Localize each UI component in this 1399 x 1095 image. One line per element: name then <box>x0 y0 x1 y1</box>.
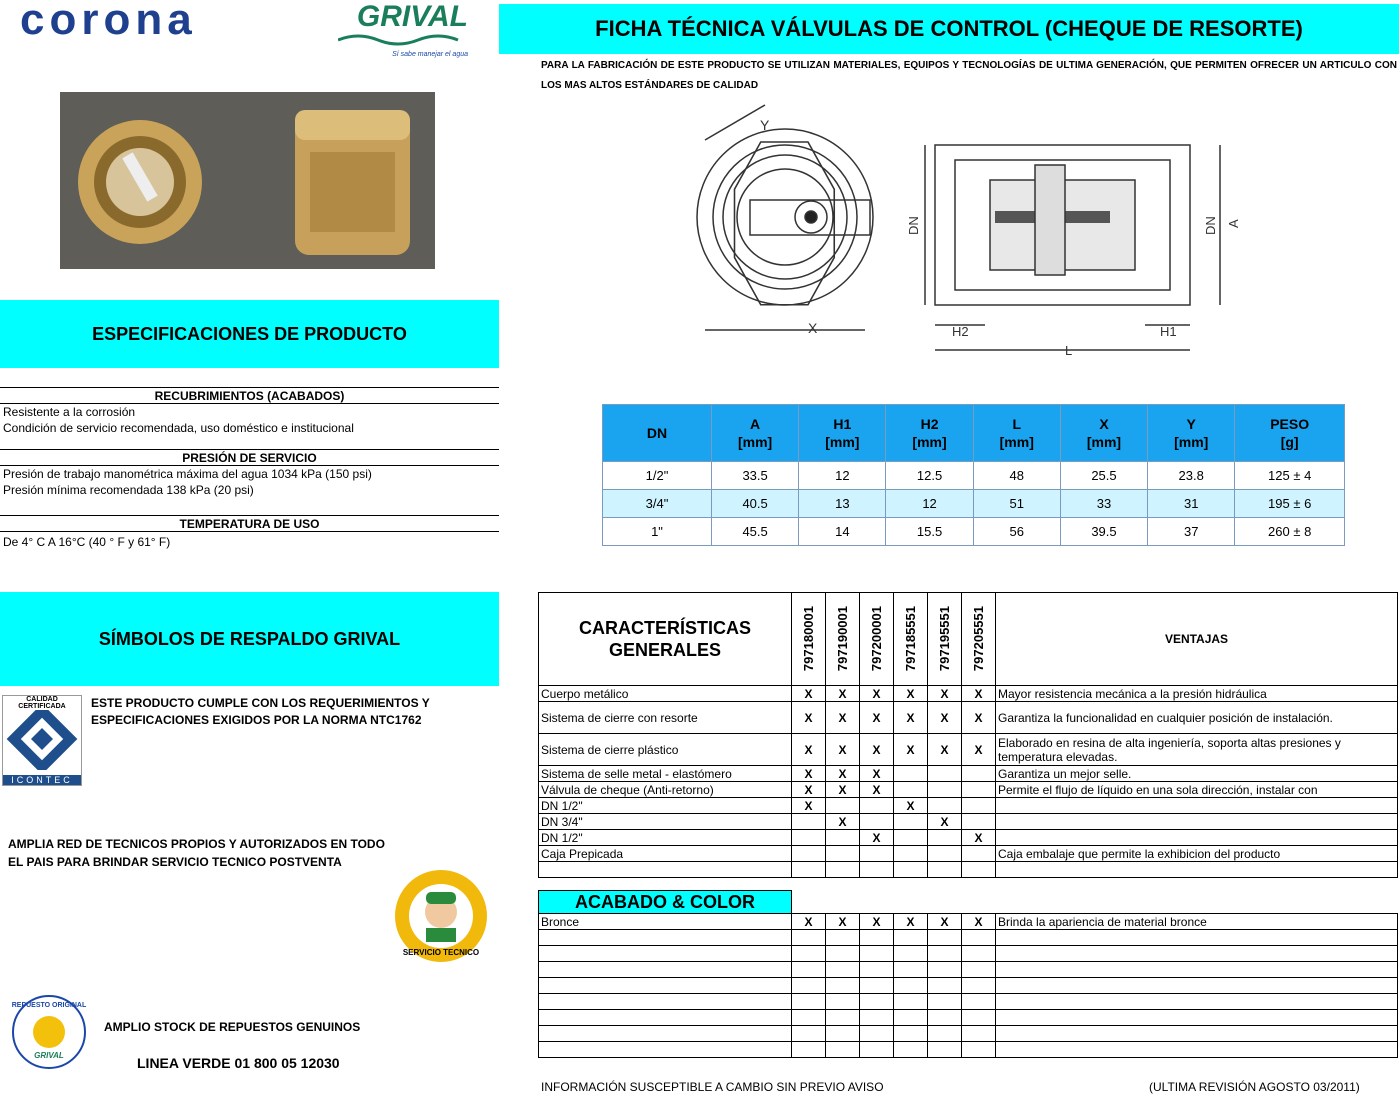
code-header <box>792 593 826 686</box>
table-row <box>539 962 1398 978</box>
row-mark <box>928 962 962 978</box>
table-row <box>539 702 1398 734</box>
page-title: FICHA TÉCNICA VÁLVULAS DE CONTROL (CHEQUE DE RESORTE) <box>499 4 1399 54</box>
table-cell: 3/4" <box>603 490 712 518</box>
row-mark: X <box>826 766 860 782</box>
row-mark <box>894 930 928 946</box>
code-header <box>928 593 962 686</box>
technical-drawing <box>690 100 1250 362</box>
row-mark <box>826 1042 860 1058</box>
row-mark: X <box>826 814 860 830</box>
table-cell: 12.5 <box>886 462 973 490</box>
red-tecnicos-text: AMPLIA RED DE TECNICOS PROPIOS Y AUTORIZADOS EN TODO EL PAIS PARA BRINDAR SERVICIO TECNICO POSTVENTA <box>8 837 385 869</box>
row-ventaja <box>996 946 1398 962</box>
caracteristicas-table <box>538 592 1398 1058</box>
row-mark: X <box>928 734 962 766</box>
dim-header-l: L [mm] <box>973 405 1060 462</box>
caracteristicas-title: CARACTERÍSTICAS GENERALES <box>539 593 792 686</box>
table-cell: 40.5 <box>712 490 799 518</box>
row-mark <box>826 946 860 962</box>
dimensions-header-row <box>603 405 1345 462</box>
row-mark: X <box>860 766 894 782</box>
row-ventaja <box>996 930 1398 946</box>
grival-logo-text: GRIVAL <box>356 0 468 33</box>
code-header <box>894 593 928 686</box>
stock-text: AMPLIO STOCK DE REPUESTOS GENUINOS <box>104 1020 361 1034</box>
table-cell: 260 ± 8 <box>1235 518 1345 546</box>
row-mark <box>928 862 962 878</box>
icontec-mark-icon <box>3 710 81 770</box>
repuesto-badge-text: REPUESTO ORIGINAL <box>11 1002 87 1009</box>
row-mark <box>928 930 962 946</box>
row-feature <box>539 1042 792 1058</box>
symbols-header: SÍMBOLOS DE RESPALDO GRIVAL <box>0 592 499 686</box>
norma-text: ESTE PRODUCTO CUMPLE CON LOS REQUERIMIENTOS Y ESPECIFICACIONES EXIGIDOS POR LA NORMA NTC1762 <box>91 696 430 727</box>
row-mark <box>928 766 962 782</box>
dim-label-l: L <box>1065 343 1073 358</box>
row-mark <box>792 994 826 1010</box>
row-mark <box>826 830 860 846</box>
row-mark <box>962 798 996 814</box>
row-feature <box>539 1026 792 1042</box>
repuesto-original-seal <box>8 993 90 1071</box>
table-cell: 33.5 <box>712 462 799 490</box>
row-mark <box>792 1042 826 1058</box>
table-row <box>539 734 1398 766</box>
row-mark <box>860 862 894 878</box>
row-mark: X <box>860 734 894 766</box>
row-mark <box>792 814 826 830</box>
row-mark <box>962 962 996 978</box>
dim-header-y: Y [mm] <box>1148 405 1235 462</box>
dim-label-dn-right: DN <box>1203 216 1218 235</box>
row-mark <box>860 962 894 978</box>
row-mark: X <box>792 914 826 930</box>
row-ventaja: Brinda la apariencia de material bronce <box>996 914 1398 930</box>
dim-label-h2: H2 <box>952 324 969 339</box>
row-ventaja <box>996 1042 1398 1058</box>
row-mark <box>928 994 962 1010</box>
row-mark <box>894 814 928 830</box>
table-row <box>539 686 1398 702</box>
presion-line-2: Presión mínima recomendada 138 kPa (20 psi) <box>3 483 254 497</box>
row-ventaja: Permite el flujo de líquido en una sola dirección, instalar con <box>996 782 1398 798</box>
row-feature <box>539 862 792 878</box>
row-mark: X <box>860 702 894 734</box>
table-cell: 45.5 <box>712 518 799 546</box>
row-mark <box>860 978 894 994</box>
corona-logo: corona <box>20 0 197 44</box>
table-row <box>539 1042 1398 1058</box>
row-mark <box>928 1026 962 1042</box>
row-mark: X <box>928 914 962 930</box>
table-row <box>539 914 1398 930</box>
row-mark <box>928 782 962 798</box>
row-mark: X <box>792 766 826 782</box>
row-mark: X <box>860 782 894 798</box>
row-mark <box>962 862 996 878</box>
row-mark: X <box>962 734 996 766</box>
row-mark <box>860 946 894 962</box>
row-ventaja <box>996 1010 1398 1026</box>
row-mark <box>860 1026 894 1042</box>
row-feature: Bronce <box>539 914 792 930</box>
row-mark: X <box>826 914 860 930</box>
temperatura-line-1: De 4° C A 16°C (40 ° F y 61° F) <box>3 535 171 549</box>
row-mark <box>962 846 996 862</box>
row-mark <box>792 978 826 994</box>
dim-label-y: Y <box>760 117 770 133</box>
row-mark <box>792 930 826 946</box>
row-ventaja: Garantiza la funcionalidad en cualquier posición de instalación. <box>996 702 1398 734</box>
row-feature: Sistema de cierre plástico <box>539 734 792 766</box>
recubrimientos-title: RECUBRIMIENTOS (ACABADOS) <box>154 389 345 403</box>
divider <box>0 403 499 404</box>
row-mark <box>894 846 928 862</box>
row-mark: X <box>826 734 860 766</box>
row-mark <box>826 962 860 978</box>
row-mark <box>860 814 894 830</box>
row-feature: Sistema de selle metal - elastómero <box>539 766 792 782</box>
grival-tagline: Sí sabe manejar el agua <box>392 51 468 58</box>
presion-line-1: Presión de trabajo manométrica máxima del agua 1034 kPa (150 psi) <box>3 467 372 481</box>
table-cell: 23.8 <box>1148 462 1235 490</box>
row-mark <box>928 846 962 862</box>
row-mark: X <box>792 798 826 814</box>
dim-header-dn: DN <box>603 405 712 462</box>
row-mark <box>894 1026 928 1042</box>
row-feature <box>539 930 792 946</box>
row-mark <box>894 994 928 1010</box>
ventajas-header: VENTAJAS <box>996 593 1398 686</box>
code-label: 797195551 <box>936 606 952 672</box>
table-cell: 33 <box>1060 490 1147 518</box>
row-mark <box>894 946 928 962</box>
row-ventaja: Elaborado en resina de alta ingeniería, soporta altas presiones y temperatura elevadas. <box>996 734 1398 766</box>
specs-header: ESPECIFICACIONES DE PRODUCTO <box>0 300 499 368</box>
icontec-logo <box>2 695 82 786</box>
grival-wave-icon <box>338 32 468 46</box>
row-mark <box>962 930 996 946</box>
row-ventaja <box>996 830 1398 846</box>
row-mark <box>962 782 996 798</box>
dim-label-a: A <box>1226 219 1241 228</box>
row-feature <box>539 946 792 962</box>
table-cell: 37 <box>1148 518 1235 546</box>
acabado-header-spacer <box>792 891 1398 914</box>
table-cell: 14 <box>799 518 886 546</box>
dim-label-dn-left: DN <box>906 216 921 235</box>
row-ventaja <box>996 814 1398 830</box>
divider <box>0 465 499 466</box>
row-mark <box>860 846 894 862</box>
row-mark <box>860 930 894 946</box>
table-cell: 125 ± 4 <box>1235 462 1345 490</box>
intro-text: PARA LA FABRICACIÓN DE ESTE PRODUCTO SE UTILIZAN MATERIALES, EQUIPOS Y TECNOLOGÍAS DE ULTIMA GENERACIÓN, QUE PERMITEN OFRECER UN ARTICULO CON LOS MAS ALTOS ESTÁNDARES DE CALIDAD <box>541 60 1397 91</box>
table-row <box>539 862 1398 878</box>
dim-header-x: X [mm] <box>1060 405 1147 462</box>
row-mark: X <box>894 702 928 734</box>
presion-title: PRESIÓN DE SERVICIO <box>182 451 317 465</box>
table-cell: 195 ± 6 <box>1235 490 1345 518</box>
dimensions-table <box>602 404 1345 546</box>
row-mark: X <box>792 782 826 798</box>
row-ventaja <box>996 862 1398 878</box>
row-mark <box>962 814 996 830</box>
row-mark: X <box>962 702 996 734</box>
row-mark <box>826 1026 860 1042</box>
table-row <box>539 1026 1398 1042</box>
row-mark: X <box>928 814 962 830</box>
row-feature <box>539 978 792 994</box>
row-feature: DN 1/2" <box>539 830 792 846</box>
row-feature <box>539 1010 792 1026</box>
row-mark: X <box>894 734 928 766</box>
table-row <box>539 782 1398 798</box>
product-photo <box>60 92 435 269</box>
row-mark <box>860 1042 894 1058</box>
code-header <box>962 593 996 686</box>
row-mark: X <box>962 830 996 846</box>
row-mark <box>792 830 826 846</box>
row-feature: DN 1/2" <box>539 798 792 814</box>
row-mark <box>928 798 962 814</box>
row-mark <box>792 1026 826 1042</box>
row-mark <box>826 1010 860 1026</box>
row-mark <box>962 1010 996 1026</box>
table-row <box>539 994 1398 1010</box>
table-cell: 15.5 <box>886 518 973 546</box>
row-mark <box>826 862 860 878</box>
repuesto-badge-brand: GRIVAL <box>34 1051 64 1060</box>
footer-right: (ULTIMA REVISIÓN AGOSTO 03/2011) <box>1149 1080 1360 1094</box>
recubrimientos-line-1: Resistente a la corrosión <box>3 405 136 419</box>
row-mark: X <box>962 914 996 930</box>
row-mark <box>792 946 826 962</box>
row-mark <box>894 862 928 878</box>
table-cell: 1" <box>603 518 712 546</box>
row-mark <box>826 930 860 946</box>
row-mark <box>826 994 860 1010</box>
row-mark <box>962 1026 996 1042</box>
icontec-caption: CALIDAD CERTIFICADA <box>18 696 66 710</box>
row-mark <box>962 766 996 782</box>
row-mark <box>928 946 962 962</box>
dim-header-a: A [mm] <box>712 405 799 462</box>
row-feature: Cuerpo metálico <box>539 686 792 702</box>
table-row <box>539 766 1398 782</box>
dim-header-h2: H2 [mm] <box>886 405 973 462</box>
row-feature: Caja Prepicada <box>539 846 792 862</box>
row-mark <box>894 1010 928 1026</box>
row-ventaja <box>996 962 1398 978</box>
table-cell: 25.5 <box>1060 462 1147 490</box>
row-mark <box>792 846 826 862</box>
icontec-name: ICONTEC <box>3 775 81 785</box>
code-label: 797205551 <box>970 606 986 672</box>
row-mark <box>826 798 860 814</box>
row-mark: X <box>826 702 860 734</box>
row-mark <box>826 846 860 862</box>
row-mark <box>894 1042 928 1058</box>
row-mark <box>928 1010 962 1026</box>
row-mark: X <box>826 686 860 702</box>
table-cell: 48 <box>973 462 1060 490</box>
table-cell: 1/2" <box>603 462 712 490</box>
table-row <box>603 462 1345 490</box>
dim-label-x: X <box>808 320 818 336</box>
row-mark <box>860 1010 894 1026</box>
table-cell: 13 <box>799 490 886 518</box>
row-ventaja <box>996 978 1398 994</box>
code-header <box>860 593 894 686</box>
recubrimientos-line-2: Condición de servicio recomendada, uso doméstico e institucional <box>3 421 354 435</box>
code-label: 797180001 <box>800 606 816 672</box>
spacer-cell <box>539 878 1398 891</box>
row-mark <box>962 994 996 1010</box>
row-mark <box>962 1042 996 1058</box>
row-mark: X <box>894 686 928 702</box>
row-mark: X <box>860 686 894 702</box>
code-header <box>826 593 860 686</box>
table-row <box>539 798 1398 814</box>
spacer-row <box>539 878 1398 891</box>
table-row <box>539 846 1398 862</box>
dim-header-h1: H1 [mm] <box>799 405 886 462</box>
row-mark: X <box>826 782 860 798</box>
table-cell: 12 <box>799 462 886 490</box>
row-ventaja: Mayor resistencia mecánica a la presión hidráulica <box>996 686 1398 702</box>
temperatura-title: TEMPERATURA DE USO <box>179 517 320 531</box>
row-mark <box>962 978 996 994</box>
row-mark: X <box>792 686 826 702</box>
row-ventaja <box>996 798 1398 814</box>
row-mark: X <box>792 734 826 766</box>
row-mark: X <box>860 830 894 846</box>
table-row <box>539 814 1398 830</box>
row-mark <box>894 782 928 798</box>
code-label: 797200001 <box>868 606 884 672</box>
row-mark: X <box>928 702 962 734</box>
row-mark <box>826 978 860 994</box>
grival-logo <box>338 2 468 56</box>
code-label: 797185551 <box>902 606 918 672</box>
linea-verde-text: LINEA VERDE 01 800 05 12030 <box>137 1055 340 1071</box>
row-feature <box>539 962 792 978</box>
row-mark <box>894 978 928 994</box>
table-row <box>539 830 1398 846</box>
table-cell: 56 <box>973 518 1060 546</box>
row-ventaja <box>996 1026 1398 1042</box>
divider <box>0 531 499 532</box>
code-label: 797190001 <box>834 606 850 672</box>
table-row <box>539 946 1398 962</box>
row-feature: Válvula de cheque (Anti-retorno) <box>539 782 792 798</box>
row-mark: X <box>792 702 826 734</box>
caracteristicas-header-row <box>539 593 1398 686</box>
row-mark <box>792 862 826 878</box>
table-cell: 51 <box>973 490 1060 518</box>
row-mark <box>860 994 894 1010</box>
table-row <box>603 490 1345 518</box>
footer-left: INFORMACIÓN SUSCEPTIBLE A CAMBIO SIN PREVIO AVISO <box>541 1080 884 1094</box>
row-ventaja <box>996 994 1398 1010</box>
dim-header-peso: PESO [g] <box>1235 405 1345 462</box>
table-row <box>539 930 1398 946</box>
row-mark <box>792 962 826 978</box>
acabado-title: ACABADO & COLOR <box>539 891 792 914</box>
row-feature <box>539 994 792 1010</box>
table-row <box>539 1010 1398 1026</box>
row-mark: X <box>928 686 962 702</box>
row-mark <box>928 1042 962 1058</box>
row-ventaja: Garantiza un mejor selle. <box>996 766 1398 782</box>
table-row <box>539 978 1398 994</box>
row-mark <box>962 946 996 962</box>
row-mark <box>928 830 962 846</box>
acabado-header-row <box>539 891 1398 914</box>
row-mark <box>860 798 894 814</box>
row-feature: DN 3/4" <box>539 814 792 830</box>
row-mark <box>894 830 928 846</box>
row-mark: X <box>894 798 928 814</box>
servicio-tecnico-badge <box>390 868 492 964</box>
row-mark <box>928 978 962 994</box>
table-cell: 39.5 <box>1060 518 1147 546</box>
dim-label-h1: H1 <box>1160 324 1177 339</box>
servicio-badge-text: SERVICIO TECNICO <box>402 948 480 957</box>
table-row <box>603 518 1345 546</box>
row-mark: X <box>860 914 894 930</box>
row-mark <box>894 766 928 782</box>
table-cell: 31 <box>1148 490 1235 518</box>
row-ventaja: Caja embalaje que permite la exhibicion del producto <box>996 846 1398 862</box>
row-mark <box>792 1010 826 1026</box>
row-mark <box>894 962 928 978</box>
row-mark: X <box>894 914 928 930</box>
row-feature: Sistema de cierre con resorte <box>539 702 792 734</box>
row-mark: X <box>962 686 996 702</box>
specs-block <box>0 387 499 549</box>
table-cell: 12 <box>886 490 973 518</box>
